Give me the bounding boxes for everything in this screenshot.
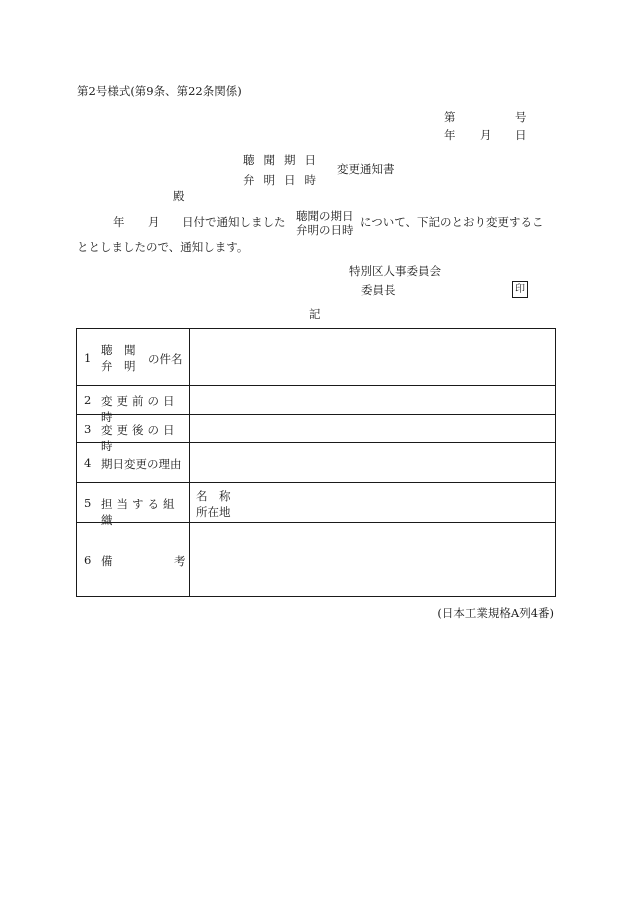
- table-row: [77, 483, 556, 523]
- row2-label: 変更前の日時: [101, 394, 179, 424]
- row5-value-cell[interactable]: [190, 483, 556, 523]
- row2-value-cell[interactable]: [190, 386, 556, 415]
- title-line-explanation: 弁明日時: [243, 173, 325, 187]
- seal-mark: 印: [512, 281, 528, 298]
- body-text-tail: について、下記のとおり変更するこ: [360, 215, 544, 229]
- row6-number: 6: [84, 553, 92, 567]
- row6-label-left: 備: [101, 554, 113, 568]
- body-month: 月: [148, 215, 160, 229]
- row4-label: 期日変更の理由: [101, 457, 182, 471]
- row5-number: 5: [84, 496, 92, 510]
- row4-number: 4: [84, 456, 92, 470]
- row3-label: 変更後の日時: [101, 423, 179, 453]
- row4-label-cell: [77, 443, 190, 483]
- row5-location-label: 所在地: [196, 505, 231, 519]
- row1-label-suffix: の件名: [148, 352, 183, 366]
- body-year: 年: [113, 215, 125, 229]
- table-row: [77, 386, 556, 415]
- row5-name-label: 名 称: [196, 489, 231, 503]
- date-day: 日: [515, 128, 527, 142]
- row2-number: 2: [84, 393, 92, 407]
- ki-heading: 記: [309, 307, 321, 321]
- date-month: 月: [480, 128, 492, 142]
- row2-label-cell: [77, 386, 190, 424]
- addressee-honorific: 殿: [173, 189, 185, 203]
- table-row: [77, 443, 556, 483]
- row6-label-right: 考: [174, 554, 186, 568]
- row4-value-cell[interactable]: [190, 443, 556, 483]
- body-stack-hearing: 聴聞の期日: [296, 209, 354, 223]
- sender-chief: 委員長: [361, 283, 396, 297]
- items-table: [76, 328, 556, 597]
- table-row: [77, 523, 556, 597]
- table-row: [77, 329, 556, 386]
- row1-label-hearing: 聴 聞: [101, 343, 136, 357]
- row6-value-cell[interactable]: [190, 523, 556, 597]
- number-suffix: 号: [515, 110, 527, 124]
- row1-label-cell: [77, 329, 190, 386]
- row5-label-cell: [77, 483, 190, 527]
- number-prefix: 第: [444, 110, 456, 124]
- body-date-notified: 日付で通知しました: [182, 215, 286, 229]
- form-number: 第2号様式(第9条、第22条関係): [77, 84, 242, 98]
- row1-value-cell[interactable]: [190, 329, 556, 386]
- title-suffix: 変更通知書: [337, 162, 395, 176]
- paper-size-note: (日本工業規格A列4番): [437, 606, 554, 620]
- row6-label-cell: [77, 523, 190, 597]
- row3-value-cell[interactable]: [190, 415, 556, 443]
- sender-organization: 特別区人事委員会: [349, 264, 441, 278]
- title-line-hearing: 聴聞期日: [243, 153, 325, 167]
- row1-number: 1: [84, 351, 92, 365]
- row3-number: 3: [84, 422, 92, 436]
- date-year: 年: [444, 128, 456, 142]
- body-text-line2: ととしましたので、通知します。: [77, 240, 249, 254]
- row3-label-cell: [77, 415, 190, 453]
- table-row: [77, 415, 556, 443]
- row5-label: 担当する組織: [101, 497, 179, 527]
- row1-label-explanation: 弁 明: [101, 359, 136, 373]
- body-stack-explanation: 弁明の日時: [296, 223, 354, 237]
